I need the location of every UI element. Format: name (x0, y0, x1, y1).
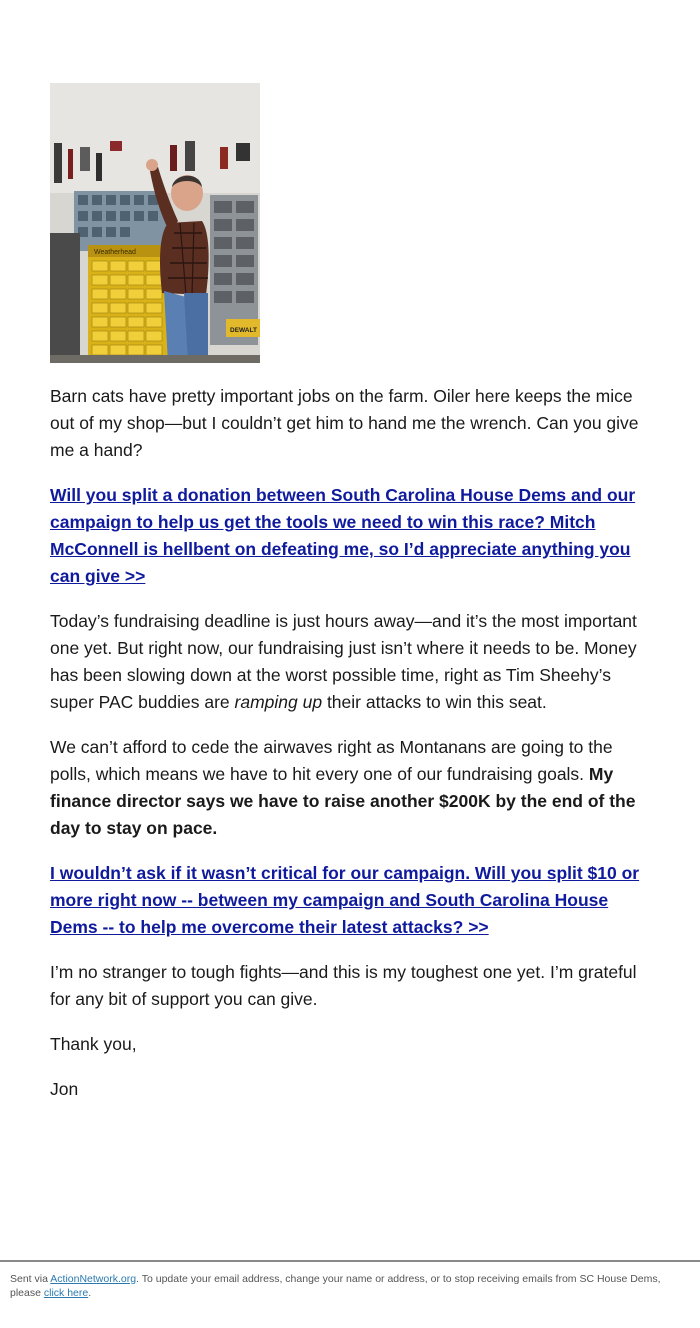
workshop-photo-graphic (50, 83, 260, 363)
email-footer (0, 1260, 700, 1300)
actionnetwork-link[interactable]: ActionNetwork.org (50, 1273, 137, 1285)
footer-prefix: Sent via (10, 1273, 51, 1285)
paragraph-cta-1 (50, 482, 652, 590)
paragraph-airwaves (50, 734, 652, 842)
signature: Jon (50, 1079, 79, 1099)
unsubscribe-link[interactable]: click here (43, 1287, 89, 1299)
cabinet-brand-label: Weatherhead (94, 249, 136, 256)
deadline-text-end: their attacks to win this seat. (322, 692, 547, 712)
paragraph-cta-2 (50, 860, 652, 941)
deadline-text-start: Today’s fundraising deadline is just hours away—and it’s the most important one yet. But right now, our fundraising just isn’t where it needs to be. Money has been slowing down at the worst possible time, right as Tim Sheehy’s super PAC buddies are (50, 611, 637, 712)
footer-middle-text: . To update your email address, change your name or address, or to stop receiving emails from SC House Dems, please (10, 1273, 661, 1299)
photo-man-in-workshop (50, 83, 260, 363)
airwaves-text: We can’t afford to cede the airwaves right as Montanans are going to the polls, which means we have to hit every one of our fundraising goals. (50, 737, 613, 784)
donate-link-2[interactable]: I wouldn’t ask if it wasn’t critical for our campaign. Will you split $10 or more right now -- between my campaign and South Carolina House Dems -- to help me overcome their latest attacks? >> (50, 863, 640, 937)
footer-suffix: . (88, 1287, 92, 1299)
closing-line: Thank you, (50, 1034, 137, 1054)
toolbox-brand-label: DEWALT (230, 327, 257, 334)
paragraph-closing-appeal: I’m no stranger to tough fights—and this is my toughest one yet. I’m grateful for any bit of support you can give. (50, 962, 637, 1009)
donate-link-1[interactable]: Will you split a donation between South Carolina House Dems and our campaign to help us get the tools we need to win this race? Mitch McConnell is hellbent on defeating me, so I’d appreciate anything you can give >> (50, 485, 636, 586)
airwaves-bold-text: My finance director says we have to raise another $200K by the end of the day to stay on pace. (50, 764, 636, 838)
paragraph-deadline (50, 608, 652, 716)
email-body (50, 83, 652, 1121)
paragraph-intro: Barn cats have pretty important jobs on the farm. Oiler here keeps the mice out of my shop—but I couldn’t get him to hand me the wrench. Can you give me a hand? (50, 386, 639, 460)
deadline-text-emphasis: ramping up (234, 692, 323, 712)
